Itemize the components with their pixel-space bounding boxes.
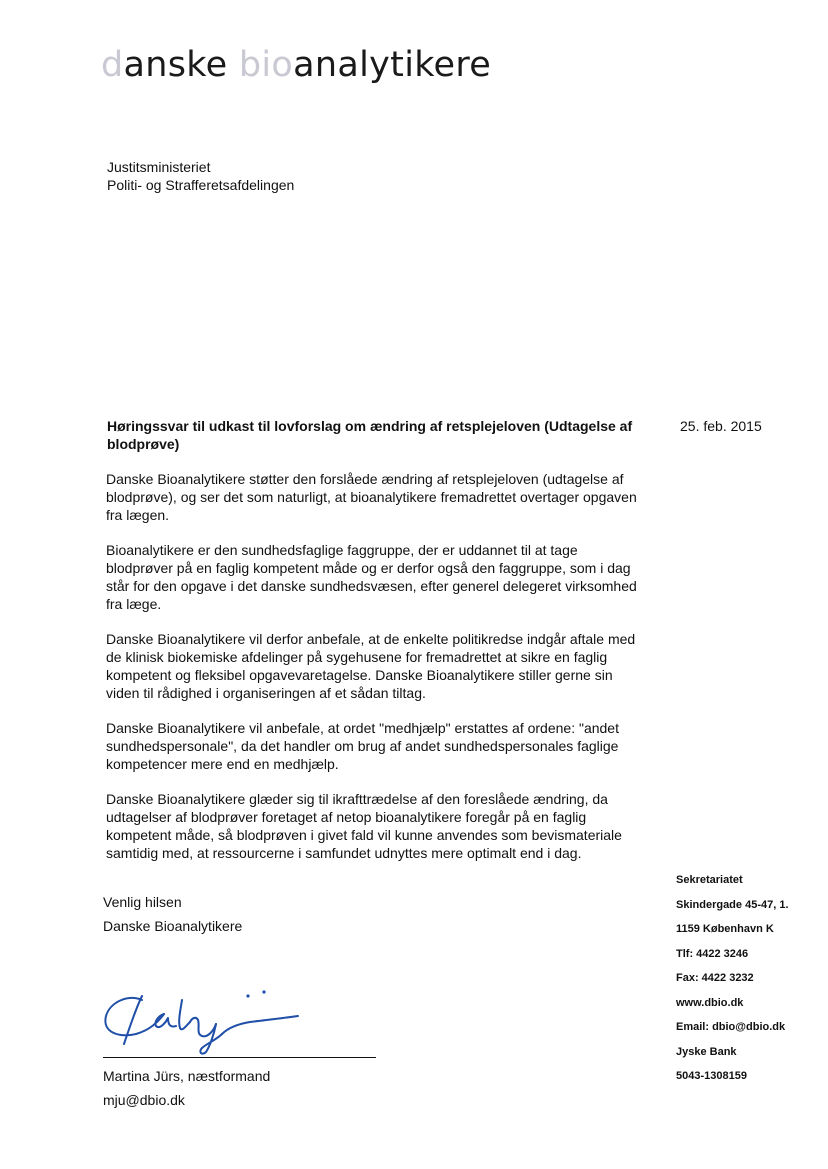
recipient-address — [107, 158, 294, 194]
recipient-line: Justitsministeriet — [107, 159, 211, 175]
contact-account: 5043-1308159 — [676, 1070, 747, 1082]
letter-body — [106, 470, 646, 879]
signer-email: mju@dbio.dk — [103, 1092, 185, 1108]
body-paragraph: Danske Bioanalytikere støtter den forslåede ændring af retsplejeloven (udtagelse af blodprøve), og ser det som naturligt, at bioanalytikere fremadrettet overtager opgaven fra lægen. — [106, 471, 637, 523]
closing-organization: Danske Bioanalytikere — [103, 918, 243, 934]
logo-part: analytikere — [293, 45, 492, 85]
recipient-line: Politi- og Strafferetsafdelingen — [107, 177, 295, 193]
contact-city: 1159 København K — [676, 923, 774, 935]
logo-part: bio — [238, 45, 294, 85]
logo-part: d — [101, 45, 124, 85]
logo-part: anske — [123, 45, 239, 85]
body-paragraph: Bioanalytikere er den sundhedsfaglige faggruppe, der er uddannet til at tage blodprøver på en faglig kompetent måde og er derfor også den faggruppe, som i dag står for den opgave i det danske sundhedsvæsen, efter generel delegeret virksomhed fra læge. — [106, 542, 637, 612]
body-paragraph: Danske Bioanalytikere glæder sig til ikrafttrædelse af den foreslåede ændring, da udtagelser af blodprøver foretaget af netop bioanalytikere foregår på en faglig kompetent måde, så blodprøven i givet fald vil kunne anvendes som bevismateriale samtidig med, at ressourcerne i samfundet udnyttes mere optimalt end i dag. — [106, 791, 622, 861]
contact-web: www.dbio.dk — [676, 996, 744, 1009]
body-paragraph: Danske Bioanalytikere vil anbefale, at ordet "medhjælp" erstattes af ordene: "andet sundhedspersonale", da det handler om brug af andet sundhedspersonales faglige kompetencer mere end en medhjælp. — [106, 720, 619, 772]
contact-bank: Jyske Bank — [676, 1045, 737, 1058]
closing-block — [103, 890, 242, 938]
letter-date: 25. feb. 2015 — [680, 418, 762, 434]
contact-phone: Tlf: 4422 3246 — [676, 947, 749, 960]
letter-subject: Høringssvar til udkast til lovforslag om ændring af retsplejeloven (Udtagelse af blodprøve) — [107, 418, 633, 452]
contact-heading: Sekretariatet — [676, 874, 743, 886]
signer-name: Martina Jürs, næstformand — [103, 1068, 271, 1084]
handwritten-signature — [98, 982, 308, 1062]
contact-email: Email: dbio@dbio.dk — [676, 1021, 786, 1033]
contact-fax: Fax: 4422 3232 — [676, 972, 754, 984]
signature-line — [103, 1057, 376, 1058]
signer-block — [103, 1064, 270, 1112]
contact-info — [676, 868, 789, 1089]
closing-greeting: Venlig hilsen — [103, 894, 182, 910]
organization-logo — [101, 45, 492, 85]
body-paragraph: Danske Bioanalytikere vil derfor anbefale, at de enkelte politikredse indgår aftale med de klinisk biokemiske afdelinger på sygehusene for fremadrettet at sikre en faglig kompetent og fleksibel opgavevaretagelse. Danske Bioanalytikere stiller gerne sin viden til rådighed i organiseringen af et sådan tiltag. — [106, 631, 636, 701]
contact-street: Skindergade 45-47, 1. — [676, 898, 789, 911]
